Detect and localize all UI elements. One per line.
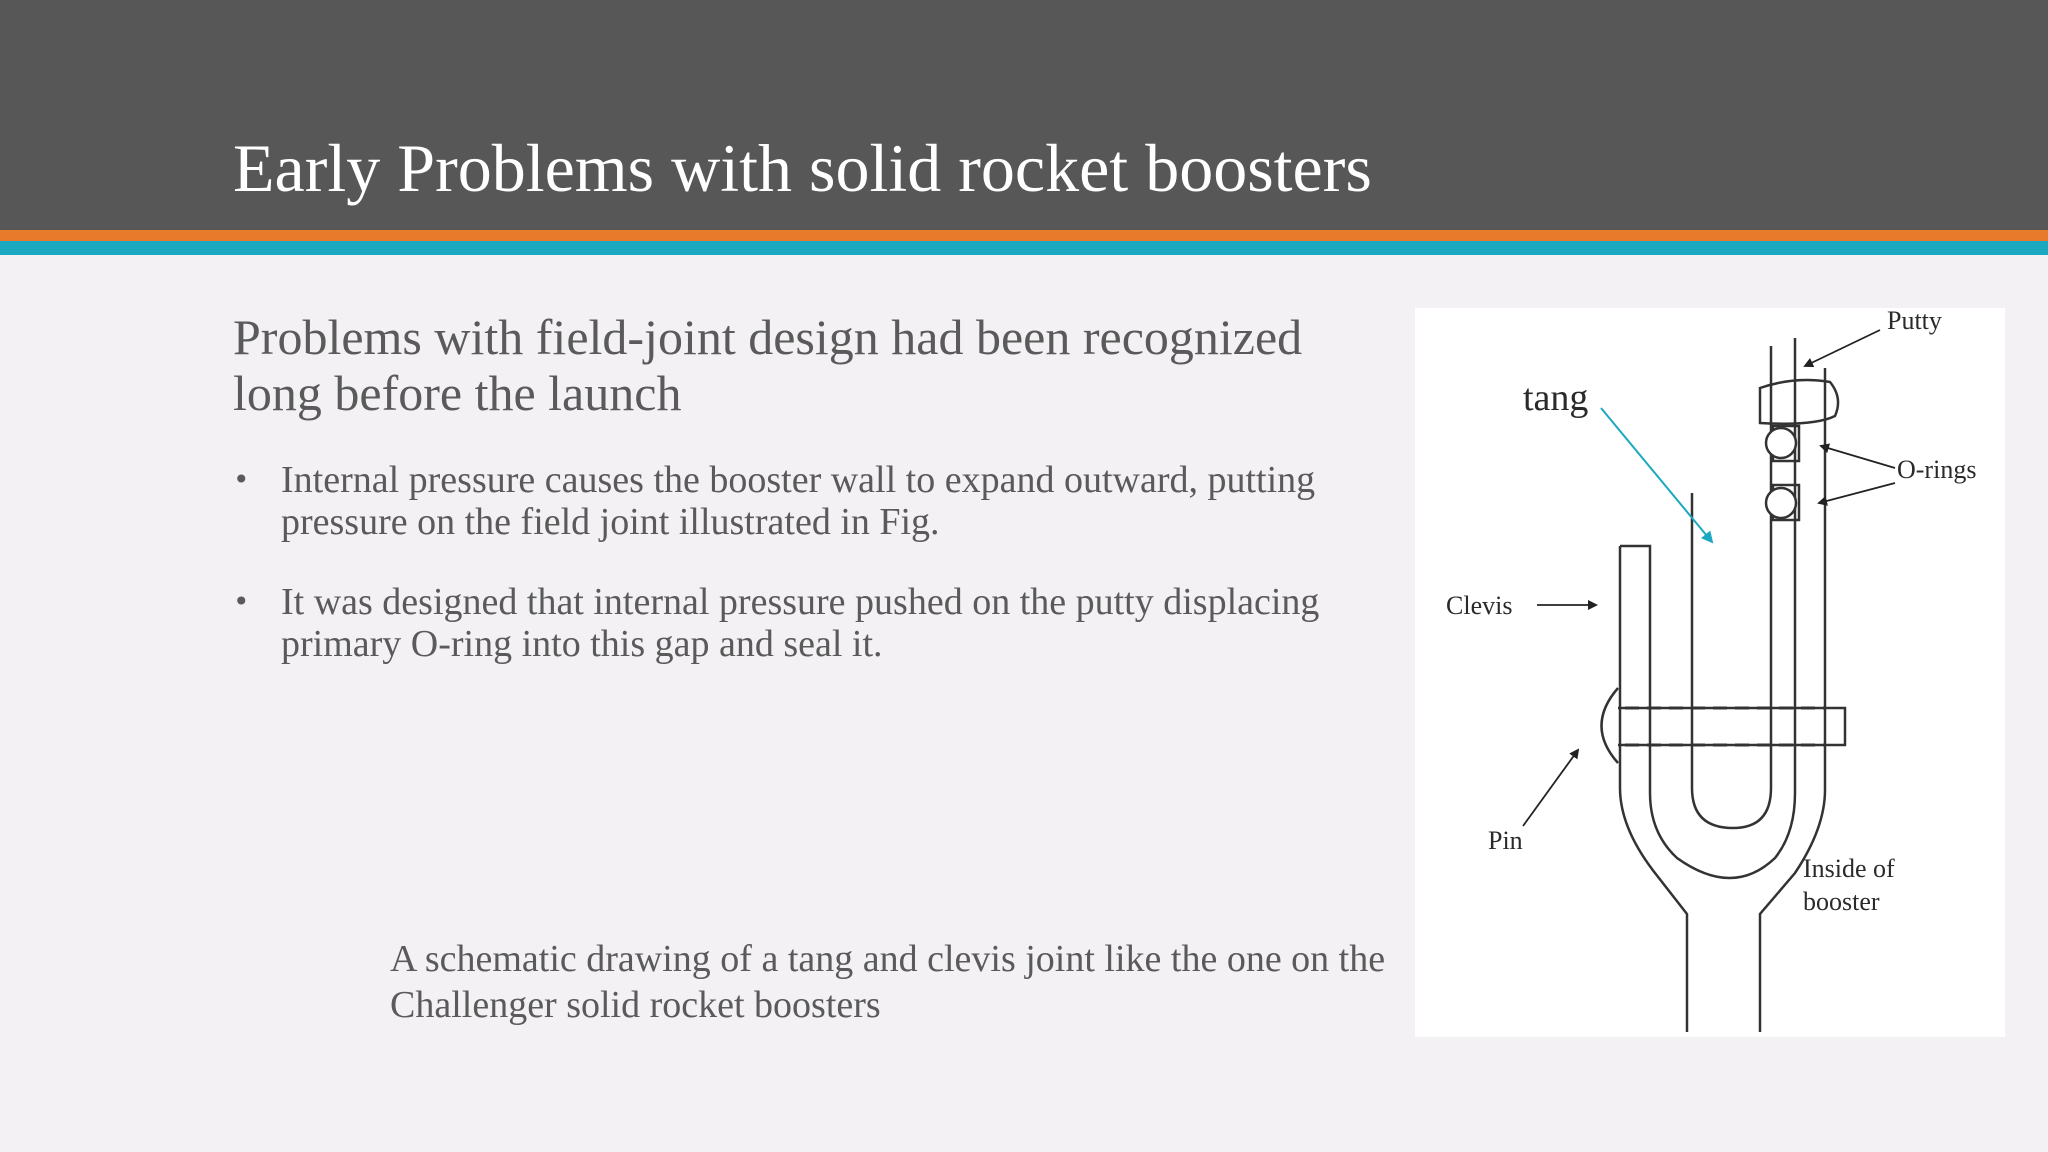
- tang-clevis-diagram: [1415, 308, 2005, 1037]
- bullet-dot: •: [233, 585, 250, 618]
- accent-stripe-teal: [0, 241, 2048, 255]
- figure-caption: A schematic drawing of a tang and clevis joint like the one on the Challenger solid rocket boosters: [390, 938, 1386, 1026]
- label-putty: Putty: [1887, 308, 1942, 335]
- label-pin: Pin: [1488, 826, 1523, 855]
- secondary-o-ring: [1766, 488, 1796, 518]
- label-booster: booster: [1803, 887, 1880, 916]
- pin-head: [1602, 688, 1619, 763]
- label-clevis: Clevis: [1446, 591, 1513, 620]
- primary-o-ring: [1766, 428, 1796, 458]
- label-inside-of: Inside of: [1803, 854, 1895, 883]
- o-ring-arrow-lower: [1819, 483, 1895, 503]
- bullet-list: [233, 459, 1383, 703]
- bullet-item: [233, 459, 1383, 543]
- label-o-rings: O-rings: [1897, 455, 1977, 484]
- pin-arrow: [1523, 750, 1578, 826]
- o-ring-arrow-upper: [1821, 446, 1895, 468]
- slide-subtitle: Problems with field-joint design had been recognized long before the launch: [233, 309, 1303, 421]
- pin-shape: [1618, 708, 1845, 745]
- clevis-shape: [1620, 338, 1795, 878]
- slide-title: Early Problems with solid rocket boosters: [233, 130, 1372, 206]
- putty-arrow: [1805, 330, 1880, 366]
- bullet-text: Internal pressure causes the booster wall to expand outward, putting pressure on the field joint illustrated in Fig.: [281, 459, 1316, 543]
- joint-schematic: [1415, 308, 2005, 1037]
- bullet-dot: •: [233, 463, 250, 496]
- clevis-prong: [1620, 546, 1687, 1032]
- bullet-item: [233, 581, 1383, 665]
- bullet-text: It was designed that internal pressure pushed on the putty displacing primary O-ring into this gap and seal it.: [281, 581, 1320, 665]
- accent-stripe-orange: [0, 230, 2048, 241]
- tang-arrow: [1601, 408, 1712, 542]
- label-tang: tang: [1523, 377, 1589, 419]
